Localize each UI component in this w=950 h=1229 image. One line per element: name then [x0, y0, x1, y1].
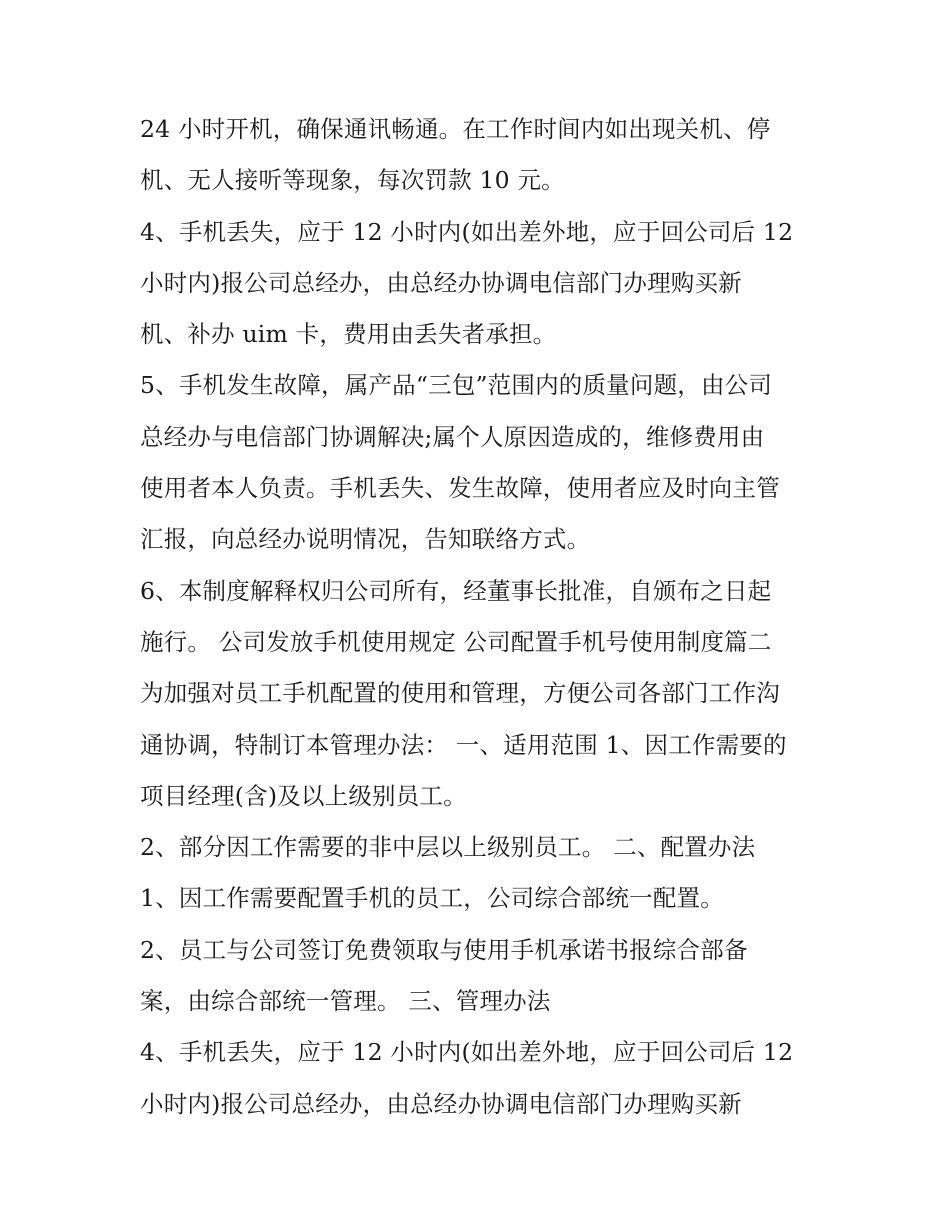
text-line: 24 小时开机，确保通讯畅通。在工作时间内如出现关机、停: [140, 115, 771, 143]
text-line: 案，由综合部统一管理。 三、管理办法: [140, 987, 551, 1016]
text-line: 小时内)报公司总经办，由总经办协调电信部门办理购买新: [140, 1089, 742, 1118]
text-line: 机、补办 uim 卡，费用由丢失者承担。: [140, 320, 557, 349]
text-line: 1、因工作需要配置手机的员工，公司综合部统一配置。: [140, 884, 724, 913]
text-line: 机、无人接听等现象，每次罚款 10 元。: [140, 166, 565, 195]
text-line: 汇报，向总经办说明情况，告知联络方式。: [140, 525, 591, 554]
text-line: 4、手机丢失，应于 12 小时内(如出差外地，应于回公司后 12: [140, 217, 794, 246]
text-line: 项目经理(含)及以上级别员工。: [140, 781, 467, 810]
text-line: 2、部分因工作需要的非中层以上级别员工。 二、配置办法: [140, 833, 756, 862]
document-body: [140, 104, 830, 1130]
text-line: 2、员工与公司签订免费领取与使用手机承诺书报综合部备: [140, 935, 748, 964]
text-line: 4、手机丢失，应于 12 小时内(如出差外地，应于回公司后 12: [140, 1038, 794, 1067]
text-line: 施行。 公司发放手机使用规定 公司配置手机号使用制度篇二: [140, 627, 772, 656]
text-line: 6、本制度解释权归公司所有，经董事长批准，自颁布之日起: [140, 576, 772, 605]
text-line: 小时内)报公司总经办，由总经办协调电信部门办理购买新: [140, 268, 742, 297]
text-line: 通协调，特制订本管理办法： 一、适用范围 1、因工作需要的: [140, 730, 787, 759]
text-line: 5、手机发生故障，属产品“三包”范围内的质量问题，由公司: [140, 371, 773, 400]
text-line: 为加强对员工手机配置的使用和管理，方便公司各部门工作沟: [140, 679, 780, 708]
text-line: 使用者本人负责。手机丢失、发生故障，使用者应及时向主管: [140, 474, 780, 503]
text-line: 总经办与电信部门协调解决;属个人原因造成的，维修费用由: [140, 422, 765, 451]
